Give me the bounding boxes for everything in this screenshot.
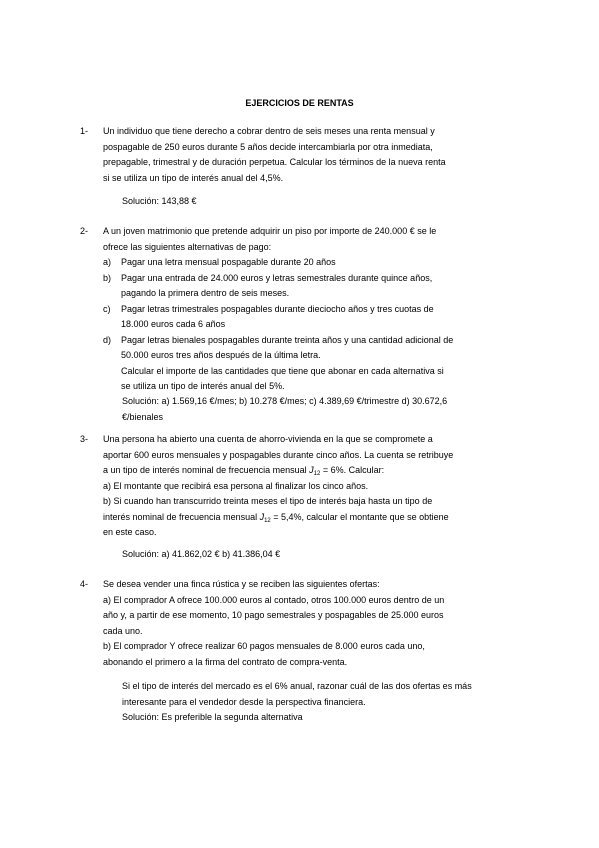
exercise-text-line: Se desea vender una finca rústica y se reciben las siguientes ofertas:	[103, 579, 380, 589]
exercise-text-line: si se utiliza un tipo de interés anual del 4,5%.	[103, 172, 284, 183]
exercise-text-line: b) Si cuando han transcurrido treinta meses el tipo de interés baja hasta un tipo de	[103, 496, 433, 506]
exercise-text-line: aportar 600 euros mensuales y pospagables durante cinco años. La cuenta se retribuye	[103, 449, 454, 460]
exercise-number: 2-	[80, 226, 89, 236]
option-d	[103, 333, 523, 395]
exercise-text-line: a) El montante que recibirá esa persona al finalizar los cinco años.	[103, 480, 369, 491]
exercise-4-conclusion	[122, 679, 532, 726]
exercise-text-line: en este caso.	[103, 527, 157, 537]
conclusion-line: interesante para el vendedor desde la perspectiva financiera.	[122, 696, 366, 707]
option-text-line: Pagar letras bienales pospagables durante treinta años y una cantidad adicional de	[121, 334, 454, 345]
exercise-text-line: A un joven matrimonio que pretende adquirir un piso por importe de 240.000 € se le	[103, 226, 437, 236]
option-text-line: 18.000 euros cada 6 años	[121, 319, 226, 329]
option-c	[103, 302, 523, 333]
conclusion-line: Si el tipo de interés del mercado es el 6% anual, razonar cuál de las dos ofertas es más	[122, 681, 472, 691]
rate-symbol: J	[309, 465, 314, 475]
solution-line: Solución: a) 1.569,16 €/mes; b) 10.278 €/mes; c) 4.389,69 €/trimestre d) 30.672,6	[122, 396, 448, 406]
exercise-text-line: cada uno.	[103, 625, 143, 636]
exercise-3	[80, 432, 523, 541]
option-label: a)	[103, 257, 112, 267]
exercise-3-solution: Solución: a) 41.862,02 € b) 41.386,04 €	[122, 549, 281, 559]
option-text-line: 50.000 euros tres años después de la última letra.	[121, 350, 321, 360]
rate-symbol: J	[259, 511, 265, 522]
rate-subscript: 12	[264, 517, 271, 524]
text-segment: = 5,4%, calcular el montante que se obtiene	[270, 511, 449, 522]
exercise-text-line	[103, 510, 523, 526]
exercise-number: 4-	[80, 579, 89, 589]
exercise-1	[80, 124, 523, 186]
exercise-text-line: Una persona ha abierto una cuenta de ahorro-vivienda en la que se compromete a	[103, 434, 433, 444]
option-a	[103, 255, 523, 271]
exercise-4	[80, 577, 523, 670]
text-segment: = 6%. Calcular:	[320, 465, 385, 475]
option-text-line: Pagar letras trimestrales pospagables durante dieciocho años y tres cuotas de	[121, 303, 434, 314]
page-title: EJERCICIOS DE RENTAS	[245, 98, 354, 108]
option-text-line: Pagar una letra mensual pospagable durante 20 años	[121, 257, 336, 267]
exercise-number: 1-	[80, 126, 89, 136]
exercise-text-line: año y, a partir de ese momento, 10 pago semestrales y pospagables de 25.000 euros	[103, 610, 444, 620]
solution-line: €/bienales	[122, 411, 164, 422]
exercise-text-line: pospagable de 250 euros durante 5 años decide intercambiarla por otra inmediata,	[103, 141, 433, 152]
option-label: b)	[103, 272, 112, 283]
text-segment: a un tipo de interés nominal de frecuencia mensual	[103, 465, 310, 475]
option-label: d)	[103, 334, 112, 345]
option-b	[103, 271, 523, 302]
option-text-line: Calcular el importe de las cantidades que tiene que abonar en cada alternativa si	[121, 365, 444, 376]
option-text-line: se utiliza un tipo de interés anual del 5%.	[121, 381, 285, 391]
exercise-text-line: prepagable, trimestral y de duración perpetua. Calcular los términos de la nueva renta	[103, 157, 446, 167]
rate-subscript: 12	[313, 471, 321, 477]
exercise-2-solution	[122, 394, 532, 425]
exercise-number: 3-	[80, 434, 89, 444]
exercise-text-line: abonando el primero a la firma del contrato de compra-venta.	[103, 656, 348, 667]
solution-line: Solución: Es preferible la segunda alternativa	[122, 712, 303, 722]
option-text-line: pagando la primera dentro de seis meses.	[121, 288, 290, 298]
exercise-text-line: a) El comprador A ofrece 100.000 euros al contado, otros 100.000 euros dentro de un	[103, 594, 445, 605]
exercise-text-line: Un individuo que tiene derecho a cobrar dentro de seis meses una renta mensual y	[103, 126, 435, 136]
exercise-2	[80, 224, 523, 395]
exercise-text-line: ofrece las siguientes alternativas de pago:	[103, 241, 272, 252]
exercise-1-solution: Solución: 143,88 €	[122, 196, 197, 206]
exercise-text-line	[103, 463, 523, 479]
option-label: c)	[103, 303, 111, 314]
text-segment: interés nominal de frecuencia mensual	[103, 511, 260, 522]
option-text-line: Pagar una entrada de 24.000 euros y letras semestrales durante quince años,	[121, 272, 433, 283]
exercise-text-line: b) El comprador Y ofrece realizar 60 pagos mensuales de 8.000 euros cada uno,	[103, 641, 425, 651]
